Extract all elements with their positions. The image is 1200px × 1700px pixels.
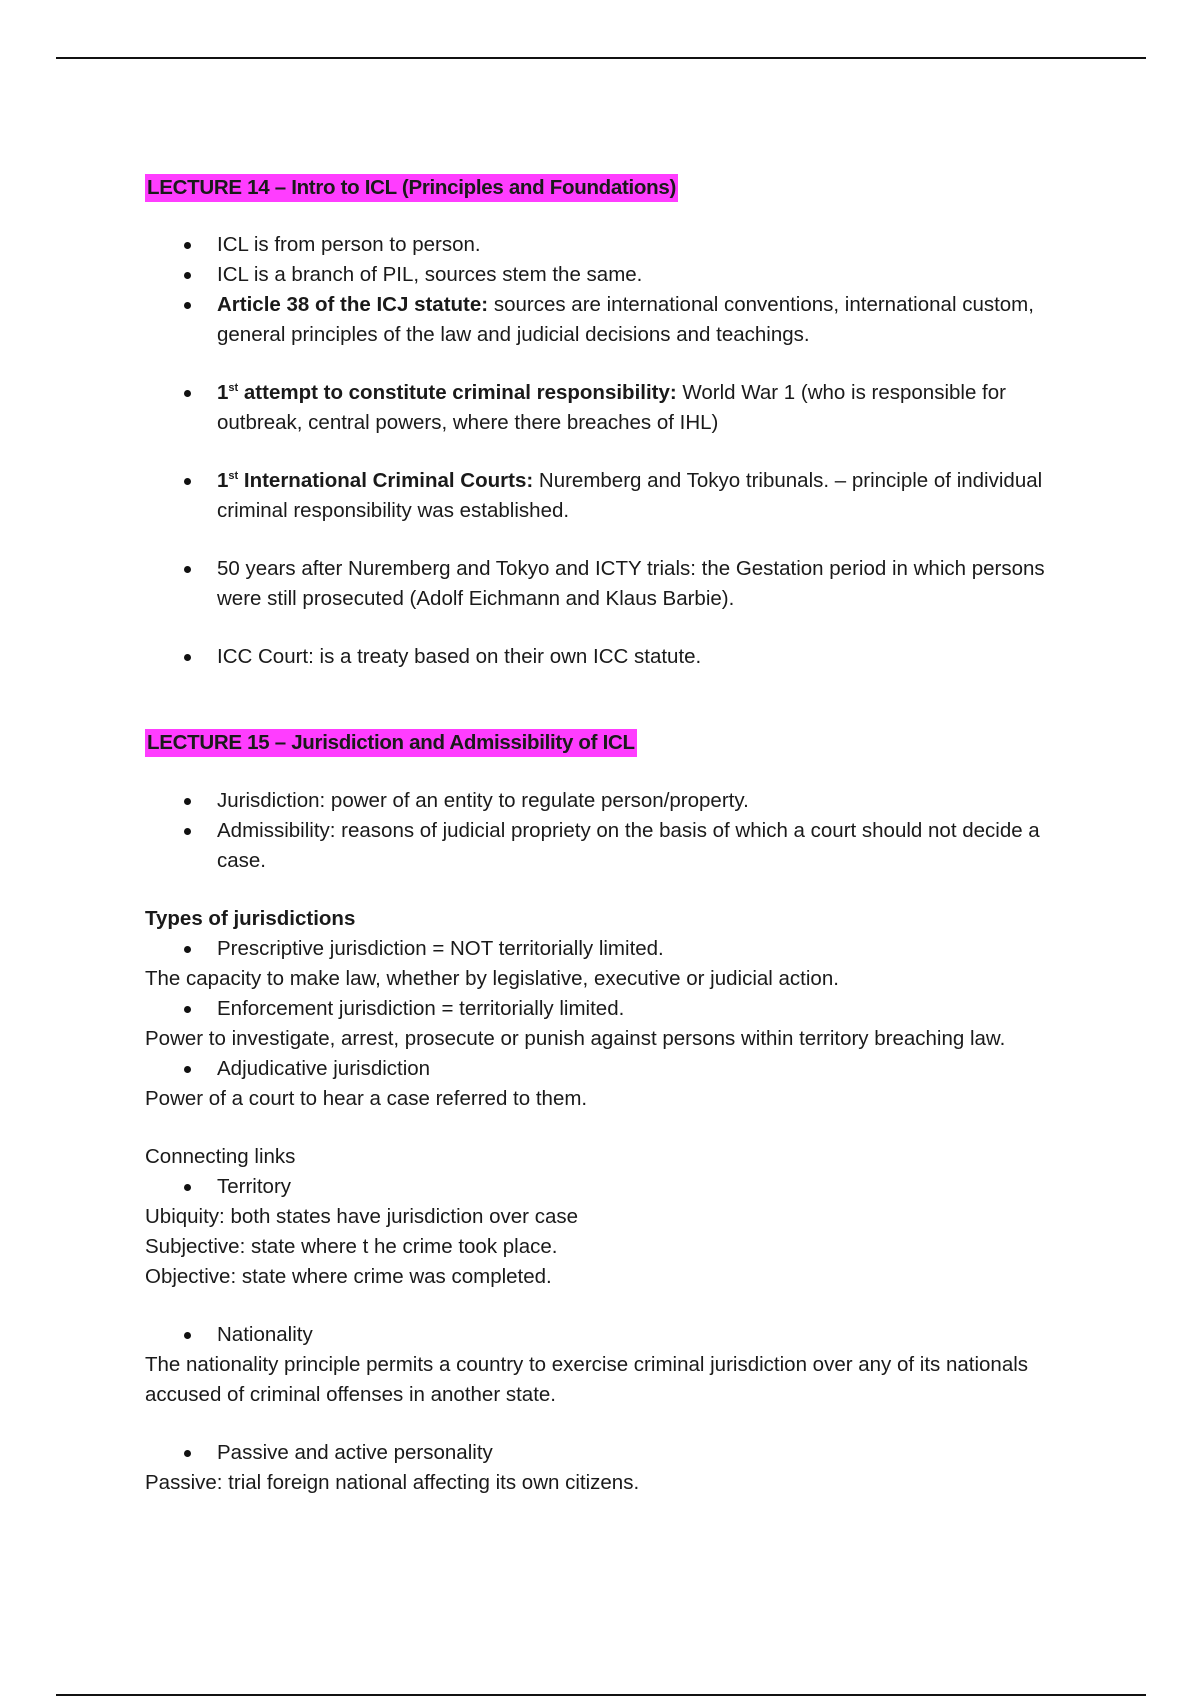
list-item: Territory	[145, 1172, 1065, 1202]
list-item: ICL is a branch of PIL, sources stem the same.	[145, 260, 1065, 290]
nationality-list	[145, 1320, 1065, 1350]
attempt-ordinal-suffix: st	[228, 382, 239, 395]
adjudicative-desc: Power of a court to hear a case referred to them.	[145, 1087, 588, 1110]
lecture-14-list-a	[145, 230, 1065, 350]
lecture-15-list	[145, 786, 1065, 876]
courts-ordinal-suffix: st	[228, 470, 239, 483]
list-item: Jurisdiction: power of an entity to regulate person/property.	[145, 786, 1065, 816]
list-item: Enforcement jurisdiction = territorially limited.	[145, 994, 1065, 1024]
prescriptive-desc: The capacity to make law, whether by legislative, executive or judicial action.	[145, 967, 839, 990]
courts-label: International Criminal Courts:	[238, 469, 534, 492]
list-item	[145, 378, 1065, 438]
lecture-14-heading: LECTURE 14 – Intro to ICL (Principles and Foundations)	[145, 174, 678, 202]
connecting-links-heading: Connecting links	[145, 1145, 296, 1168]
top-rule	[56, 57, 1146, 59]
list-item	[145, 466, 1065, 526]
list-item: Prescriptive jurisdiction = NOT territorially limited.	[145, 934, 1065, 964]
list-item: Adjudicative jurisdiction	[145, 1054, 1065, 1084]
courts-ordinal: 1	[217, 469, 229, 492]
document-body	[145, 173, 1065, 1498]
objective-text: Objective: state where crime was completed.	[145, 1265, 552, 1288]
ubiquity-text: Ubiquity: both states have jurisdiction over case	[145, 1205, 579, 1228]
courts-text: Nuremberg and Tokyo tribunals. – principle of individual criminal responsibility was established.	[217, 469, 1043, 522]
lecture-14-list-d	[145, 554, 1065, 614]
passive-text: Passive: trial foreign national affecting its own citizens.	[145, 1471, 640, 1494]
types-heading: Types of jurisdictions	[145, 907, 356, 930]
list-item: Nationality	[145, 1320, 1065, 1350]
subjective-text: Subjective: state where t he crime took place.	[145, 1235, 558, 1258]
list-item: ICL is from person to person.	[145, 230, 1065, 260]
article-38-label: Article 38 of the ICJ statute:	[217, 293, 489, 316]
list-item: ICC Court: is a treaty based on their own ICC statute.	[145, 642, 1065, 672]
list-item: Passive and active personality	[145, 1438, 1065, 1468]
list-item	[145, 290, 1065, 350]
prescriptive-list	[145, 934, 1065, 964]
lecture-14-list-e	[145, 642, 1065, 672]
bottom-rule	[56, 1694, 1146, 1696]
nationality-desc: The nationality principle permits a country to exercise criminal jurisdiction over any of its nationals accused of criminal offenses in another state.	[145, 1353, 1029, 1406]
list-item: Admissibility: reasons of judicial propriety on the basis of which a court should not decide a case.	[145, 816, 1065, 876]
attempt-text: World War 1 (who is responsible for outbreak, central powers, where there breaches of IHL)	[217, 381, 1006, 434]
enforcement-desc: Power to investigate, arrest, prosecute or punish against persons within territory breaching law.	[145, 1027, 1006, 1050]
list-item: 50 years after Nuremberg and Tokyo and ICTY trials: the Gestation period in which persons were still prosecuted (Adolf Eichmann and Klaus Barbie).	[145, 554, 1065, 614]
adjudicative-list	[145, 1054, 1065, 1084]
territory-list	[145, 1172, 1065, 1202]
attempt-label: attempt to constitute criminal responsibility:	[238, 381, 677, 404]
attempt-ordinal: 1	[217, 381, 229, 404]
enforcement-list	[145, 994, 1065, 1024]
lecture-14-list-b	[145, 378, 1065, 438]
lecture-15-heading: LECTURE 15 – Jurisdiction and Admissibility of ICL	[145, 729, 637, 757]
personality-list	[145, 1438, 1065, 1468]
article-38-text: sources are international conventions, international custom, general principles of the law and judicial decisions and teachings.	[217, 293, 1034, 346]
lecture-14-list-c	[145, 466, 1065, 526]
